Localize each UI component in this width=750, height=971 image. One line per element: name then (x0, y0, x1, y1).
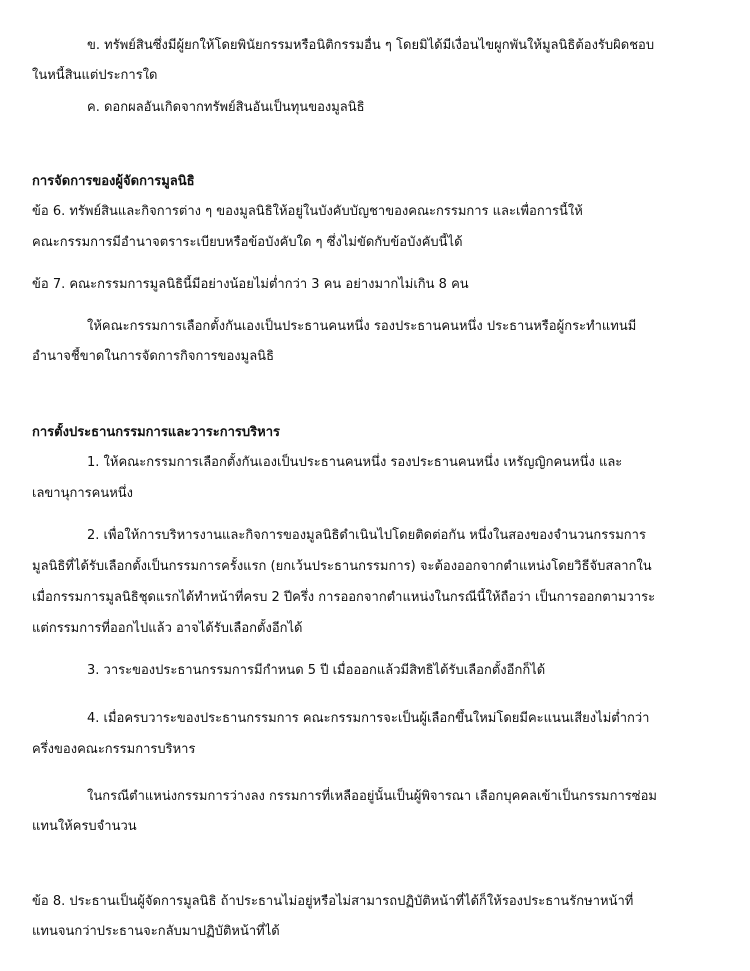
paragraph-line: แต่กรรมการที่ออกไปแล้ว อาจได้รับเลือกตั้งอีกได้ (32, 621, 303, 636)
paragraph-line: ค. ดอกผลอันเกิดจากทรัพย์สินอันเป็นทุนของมูลนิธิ (87, 100, 365, 115)
paragraph-line: 3. วาระของประธานกรรมการมีกำหนด 5 ปี เมื่อออกแล้วมีสิทธิได้รับเลือกตั้งอีกก็ได้ (87, 663, 546, 678)
paragraph-line: ข้อ 8. ประธานเป็นผู้จัดการมูลนิธิ ถ้าประธานไม่อยู่หรือไม่สามารถปฏิบัติหน้าที่ได้ก็ให้รองประธานรักษาหน้าที่ (32, 894, 634, 909)
paragraph-line: มูลนิธิที่ได้รับเลือกตั้งเป็นกรรมการครั้งแรก (ยกเว้นประธานกรรมการ) จะต้องออกจากตำแหน่งโดยวิธีจับสลากใน (32, 559, 652, 574)
paragraph-line: ให้คณะกรรมการเลือกตั้งกันเองเป็นประธานคนหนึ่ง รองประธานคนหนึ่ง ประธานหรือผู้กระทำแทนมี (87, 319, 637, 334)
paragraph-line: เมื่อกรรมการมูลนิธิชุดแรกได้ทำหน้าที่ครบ 2 ปีครึ่ง การออกจากตำแหน่งในกรณีนี้ให้ถือว่า เป็นการออกตามวาระ (32, 590, 656, 605)
paragraph-line: อำนาจชี้ขาดในการจัดการกิจการของมูลนิธิ (32, 349, 275, 364)
paragraph-line: เลขานุการคนหนึ่ง (32, 486, 134, 501)
paragraph-line: 2. เพื่อให้การบริหารงานและกิจการของมูลนิธิดำเนินไปโดยติดต่อกัน หนึ่งในสองของจำนวนกรรมการ (87, 528, 646, 543)
paragraph-line: แทนจนกว่าประธานจะกลับมาปฏิบัติหน้าที่ได้ (32, 924, 280, 939)
paragraph-line: แทนให้ครบจำนวน (32, 819, 137, 834)
paragraph-line: ข. ทรัพย์สินซึ่งมีผู้ยกให้โดยพินัยกรรมหรือนิติกรรมอื่น ๆ โดยมิได้มีเงื่อนไขผูกพันให้มูลนิธิต้องรับผิดชอบ (87, 38, 655, 53)
paragraph-line: ในกรณีตำแหน่งกรรมการว่างลง กรรมการที่เหลืออยู่นั้นเป็นผู้พิจารณา เลือกบุคคลเข้าเป็นกรรมการซ่อม (87, 789, 657, 804)
section-heading: การจัดการของผู้จัดการมูลนิธิ (32, 174, 195, 189)
paragraph-line: ข้อ 7. คณะกรรมการมูลนิธินี้มีอย่างน้อยไม่ต่ำกว่า 3 คน อย่างมากไม่เกิน 8 คน (32, 277, 469, 292)
paragraph-line: ข้อ 6. ทรัพย์สินและกิจการต่าง ๆ ของมูลนิธิให้อยู่ในบังคับบัญชาของคณะกรรมการ และเพื่อการนี้ให้ (32, 204, 583, 219)
paragraph-line: คณะกรรมการมีอำนาจตราระเบียบหรือข้อบังคับใด ๆ ซึ่งไม่ขัดกับข้อบังคับนี้ได้ (32, 235, 463, 250)
paragraph-line: ครึ่งของคณะกรรมการบริหาร (32, 742, 196, 757)
paragraph-line: 1. ให้คณะกรรมการเลือกตั้งกันเองเป็นประธานคนหนึ่ง รองประธานคนหนึ่ง เหรัญญิกคนหนึ่ง และ (87, 455, 623, 470)
section-heading: การตั้งประธานกรรมการและวาระการบริหาร (32, 425, 280, 440)
paragraph-line: 4. เมื่อครบวาระของประธานกรรมการ คณะกรรมการจะเป็นผู้เลือกขึ้นใหม่โดยมีคะแนนเสียงไม่ต่ำกว่า (87, 711, 650, 726)
paragraph-line: ในหนี้สินแต่ประการใด (32, 68, 158, 83)
